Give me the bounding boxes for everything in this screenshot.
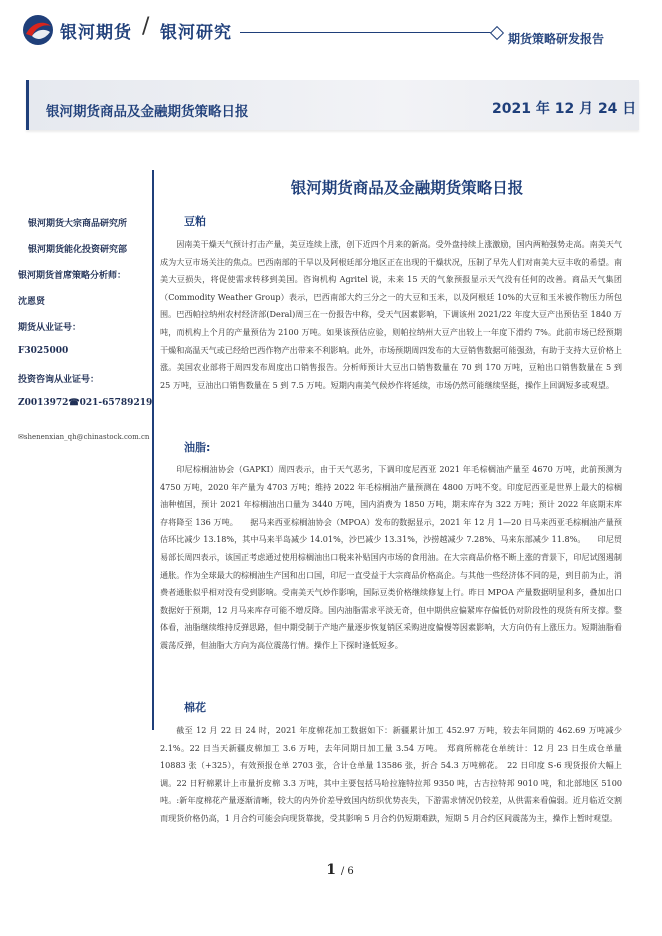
cert-number: F3025000 [18, 346, 69, 356]
analyst-label: 银河期货首席策略分析师： [18, 271, 127, 281]
brand-divider: / [142, 14, 150, 39]
galaxy-logo-icon [22, 14, 54, 46]
page-number [300, 862, 380, 878]
sidebar-dept-2: 银河期货能化投资研究部 [28, 245, 128, 255]
analyst-name: 沈恩贤 [18, 297, 46, 307]
report-type: 期货策略研发报告 [508, 32, 605, 46]
page-current: 1 [326, 862, 336, 878]
diamond-icon [490, 26, 504, 40]
page-total: / 6 [340, 866, 354, 877]
document-title: 银河期货商品及金融期货策略日报 [290, 179, 524, 197]
section-heading-soymeal: 豆粕 [184, 215, 206, 228]
cert-label: 期货从业证号： [18, 323, 82, 333]
analyst-email[interactable]: ✉shenenxian_qh@chinastock.com.cn [18, 433, 150, 441]
advisor-label: 投资咨询从业证号： [18, 375, 100, 385]
section-text-oils: 印尼棕榈油协会（GAPKI）周四表示，由于天气恶劣，下调印度尼西亚 2021 年毛棕榈油产量至 4670 万吨，此前预测为 4750 万吨，2020 年产量为 4703 万吨；维持 2022 年毛棕榈油产量预测在 4800 万吨不变。印度尼西亚是世界上最大的棕榈油种植国，预计 2021 年棕榈油出口量为 3440 万吨，国内消费为 1850 万吨，期末库存为 322 万吨；预计 2022 年底期末库存将降至 136 万吨。 据马来西亚棕榈油协会（MPOA）发布的数据显示，2021 年 12 月 1—20 日马来西亚毛棕榈油产量预估环比减少 13.18%，其中马来半岛减少 14.01%，沙巴减少 13.31%，沙捞越减少 7.28%、马来东部减少 11.8%。 印尼贸易部长周四表示，该国正考虑通过使用棕榈油出口税来补贴国内市场的食用油。在大宗商品价格不断上涨的背景下，印尼试图遏制通胀。作为全球最大的棕榈油生产国和出口国，印尼一直受益于大宗商品价格高企。与其他一些经济体不同的是，到目前为止，消费者通胀似乎相对没有受到影响。受南美天气炒作影响，国际豆类价格继续修复上行。昨日 MPOA 产量数据明显利多，叠加出口数据好于预期，12 月马来库存可能不增反降。国内油脂需求平淡无奇，但中期供应偏紧库存偏低仍对阶段性的现货有所支撑。整体看，油脂继续维持反弹思路，但中期受制于产地产量逐步恢复销区采购进度偏慢等因素影响，大方向仍有上涨压力。短期油脂看震荡反弹，但油脂大方向为高位震荡行情。操作上下探时逢低短多。 [160, 464, 622, 650]
header-rule [240, 32, 495, 33]
sidebar-dept-1: 银河期货大宗商品研究所 [28, 219, 128, 229]
brand-subname: 银河研究 [160, 23, 232, 43]
brand-name: 银河期货 [60, 23, 132, 43]
section-text-soymeal: 因南美干燥天气预计打击产量，美豆连续上涨，创下近四个月来的新高。受外盘持续上涨激励，国内两粕强势走高。南美天气成为大豆市场关注的焦点。巴西南部的干旱以及阿根廷部分地区正在出现的干燥状况，压制了早先人们对南美大豆丰收的希望。南美大豆损失，将促使需求转移到美国。咨询机构 Agritel 说，未来 15 天的气象预报显示天气没有任何的改善。商品天气集团（Commodity Weather Group）表示，巴西南部大约三分之一的大豆和玉米，以及阿根廷 10%的大豆和玉米被作物压力所包围。巴西帕拉纳州农村经济部(Deral)周三在一份报告中称，受天气因素影响，下调该州 2021/22 年度大豆产出预估至 1840 万吨，而机构上个月的产量预估为 2100 万吨。如果该预估应验，则帕拉纳州大豆产出较上一年度下滑约 7%。此前市场已经预期干燥和高温天气或已经给巴西作物产出带来不利影响。此外，市场预期周四发布的大豆销售数据可能强劲，有助于支持大豆价格上涨。美国农业部将于周四发布周度出口销售报告。分析师预计大豆出口销售数量在 70 到 170 万吨，豆粕出口销售数量在 5 到 25 万吨，豆油出口销售数量在 5 到 7.5 万吨。短期内南美气候炒作将延续，市场仍然可能继续坚挺，操作上回调短多或观望。 [160, 239, 622, 390]
report-date: 2021 年 12 月 24 日 [492, 101, 637, 117]
advisor-number: Z0013972☎021-65789219 [18, 398, 153, 408]
section-heading-cotton: 棉花 [184, 701, 206, 714]
banner-title: 银河期货商品及金融期货策略日报 [46, 104, 249, 120]
section-heading-oils: 油脂: [184, 441, 211, 454]
section-text-cotton: 截至 12 月 22 日 24 时，2021 年度棉花加工数据如下：新疆累计加工 452.97 万吨，较去年同期的 462.69 万吨减少 2.1%。22 日当天新疆皮棉加工 3.6 万吨，去年同期日加工量 3.54 万吨。 郑商所棉花仓单统计：12 月 23 日生成仓单量 10883 张（+325），有效预报仓单 2703 张，合计仓单量 13586 张，折合 54.3 万吨棉花。 22 日印度 S-6 现货报价大幅上调。22 日籽棉累计上市量折皮棉 3.3 万吨，其中主要包括马哈拉施特拉邦 9350 吨，古吉拉特邦 9010 吨，和北部地区 5100 吨。:新年度棉花产量逐渐清晰，较大的内外价差导致国内纺织优势丧失，下游需求情况仍较差，从供需来看偏弱。近月临近交割而现货价格仍高，1 月合约可能会向现货靠拢，受其影响 5 月合约仍短期难跌，短期 5 月合约区间震荡为主，操作上暂时观望。 [160, 725, 622, 823]
